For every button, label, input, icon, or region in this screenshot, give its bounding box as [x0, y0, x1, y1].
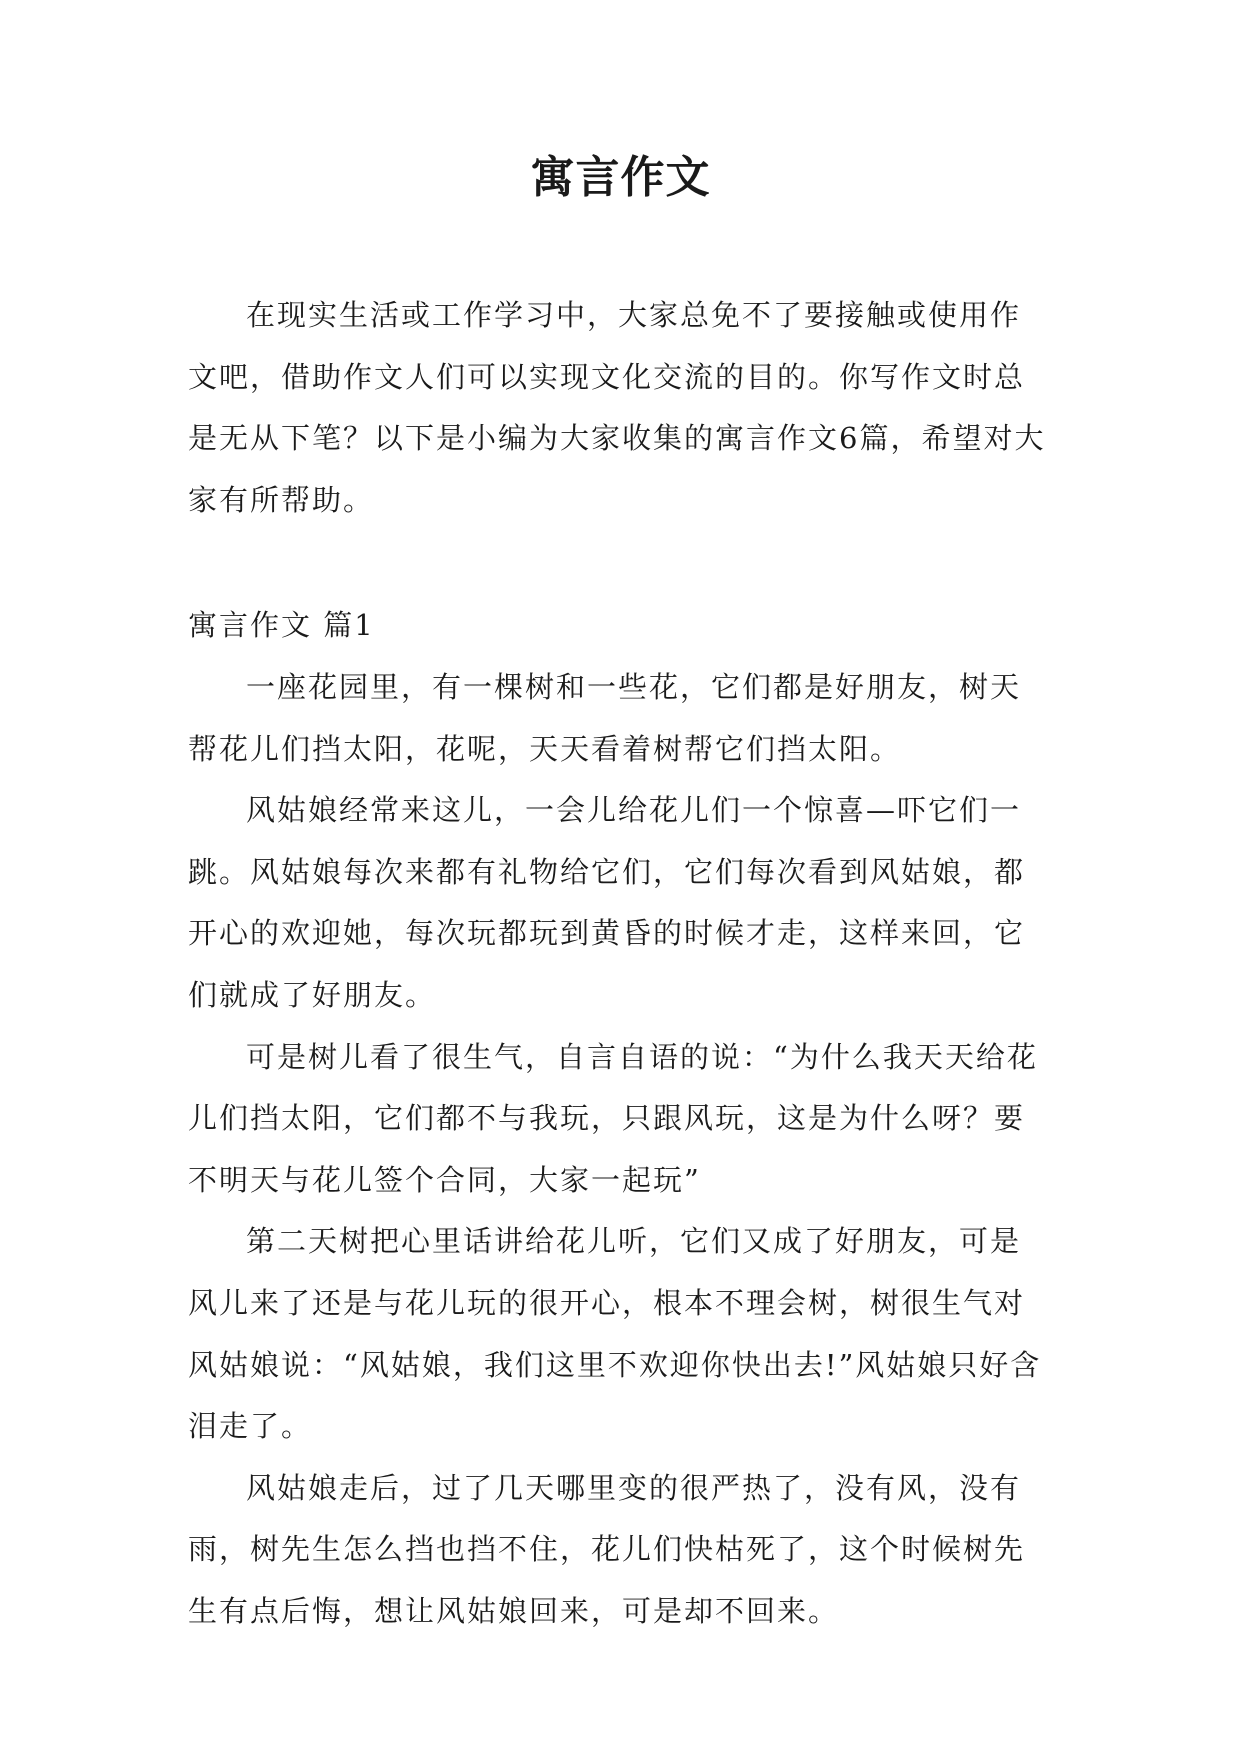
- story-paragraph: 风姑娘走后，过了几天哪里变的很严热了，没有风，没有雨，树先生怎么挡也挡不住，花儿们快枯死了，这个时候树先生有点后悔，想让风姑娘回来，可是却不回来。: [188, 1470, 1026, 1628]
- story-paragraph: 一座花园里，有一棵树和一些花，它们都是好朋友，树天帮花儿们挡太阳，花呢，天天看着树帮它们挡太阳。: [188, 669, 1022, 766]
- section-heading: 寓言作文 篇1: [188, 608, 375, 643]
- document-body: [188, 285, 1050, 1642]
- intro-paragraph: 在现实生活或工作学习中，大家总免不了要接触或使用作文吧，借助作文人们可以实现文化交流的目的。你写作文时总是无从下笔？以下是小编为大家收集的寓言作文6篇，希望对大家有所帮助。: [188, 298, 1046, 517]
- story-paragraph: 第二天树把心里话讲给花儿听，它们又成了好朋友，可是风儿来了还是与花儿玩的很开心，根本不理会树，树很生气对风姑娘说：“风姑娘，我们这里不欢迎你快出去!”风姑娘只好含泪走了。: [188, 1224, 1042, 1444]
- section-spacer: [188, 531, 1050, 595]
- story-paragraph: 风姑娘经常来这儿，一会儿给花儿们一个惊喜—吓它们一跳。风姑娘每次来都有礼物给它们，它们每次看到风姑娘，都开心的欢迎她，每次玩都玩到黄昏的时候才走，这样来回，它们就成了好朋友。: [188, 793, 1026, 1012]
- document-title: 寓言作文: [530, 152, 711, 203]
- story-paragraph: 可是树儿看了很生气，自言自语的说：“为什么我天天给花儿们挡太阳，它们都不与我玩，只跟风玩，这是为什么呀？要不明天与花儿签个合同，大家一起玩”: [188, 1039, 1038, 1197]
